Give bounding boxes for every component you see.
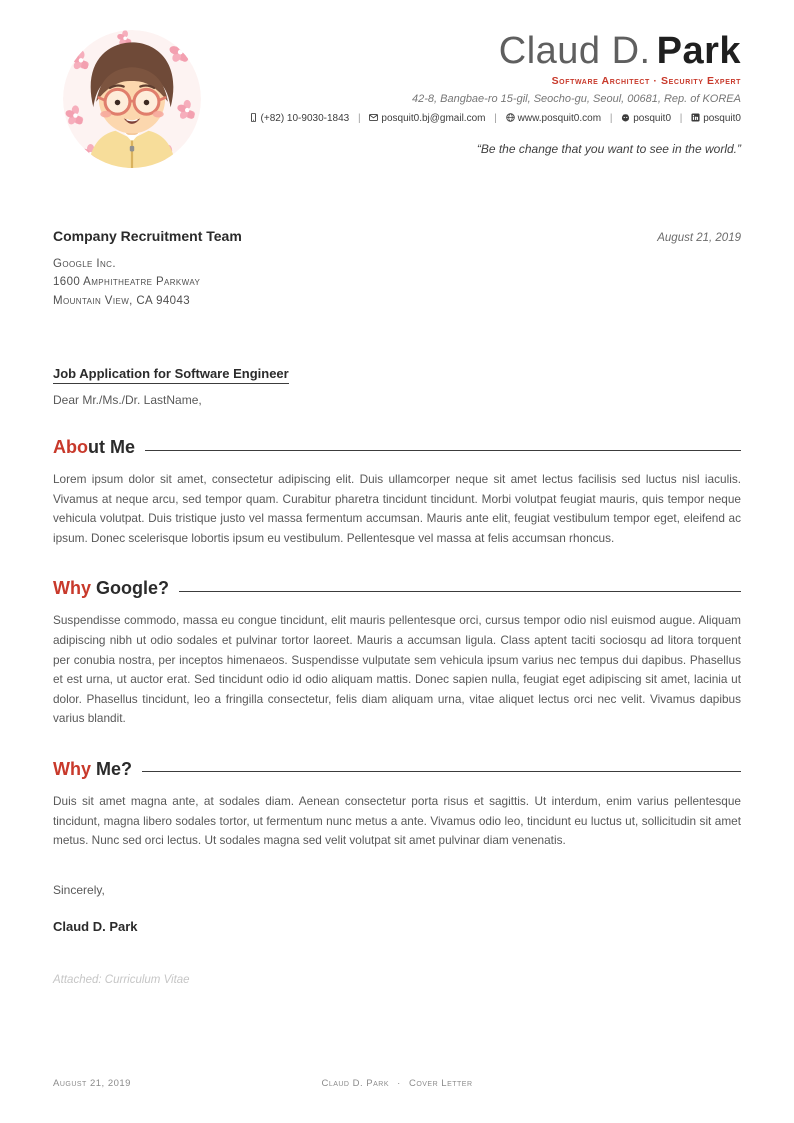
github-link[interactable] bbox=[621, 113, 671, 124]
greeting: Dear Mr./Ms./Dr. LastName, bbox=[53, 393, 202, 408]
letter-body bbox=[53, 310, 741, 986]
section-heading bbox=[53, 578, 741, 599]
email-text: posquit0.bj@gmail.com bbox=[381, 112, 486, 124]
name bbox=[201, 32, 741, 72]
section-rule bbox=[142, 771, 741, 772]
header bbox=[53, 30, 741, 180]
contact-row bbox=[201, 113, 741, 124]
contact-separator: | bbox=[679, 112, 683, 124]
section-title: Why Google? bbox=[53, 578, 169, 599]
section-why-me bbox=[53, 759, 741, 851]
section-about-me bbox=[53, 437, 741, 548]
section-heading bbox=[53, 437, 741, 458]
postal-address: 42-8, Bangbae-ro 15-gil, Seocho-gu, Seoul, 00681, Rep. of KOREA bbox=[412, 92, 741, 105]
phone-text: (+82) 10-9030-1843 bbox=[260, 112, 350, 124]
email-icon bbox=[369, 113, 378, 122]
section-title: Why Me? bbox=[53, 758, 133, 779]
recipient-row bbox=[53, 228, 741, 244]
tagline: Software Architect · Security Expert bbox=[551, 74, 741, 87]
section-rule bbox=[145, 450, 741, 451]
globe-icon bbox=[506, 113, 515, 122]
website-link[interactable] bbox=[506, 113, 601, 124]
linkedin-icon bbox=[691, 113, 700, 122]
linkedin-text: posquit0 bbox=[703, 112, 741, 124]
last-name: Park bbox=[656, 30, 741, 72]
avatar-illustration bbox=[63, 30, 201, 168]
signature: Claud D. Park bbox=[53, 918, 138, 934]
github-icon bbox=[621, 113, 630, 122]
letter-date: August 21, 2019 bbox=[657, 232, 741, 244]
contact-separator: | bbox=[494, 112, 497, 124]
footer-name: Claud D. Park bbox=[321, 1078, 389, 1089]
section-heading bbox=[53, 759, 741, 780]
footer-doc-type: Cover Letter bbox=[408, 1078, 473, 1089]
phone-icon bbox=[249, 113, 258, 122]
contact-separator: | bbox=[609, 112, 613, 124]
section-rule bbox=[179, 591, 741, 592]
recipient-team: Company Recruitment Team bbox=[53, 228, 242, 244]
recipient-block bbox=[53, 228, 741, 310]
recipient-address bbox=[53, 255, 741, 310]
email-link[interactable] bbox=[369, 113, 485, 124]
github-text: posquit0 bbox=[633, 112, 672, 124]
avatar bbox=[63, 30, 201, 168]
section-paragraph: Duis sit amet magna ante, at sodales diam. Aenean consectetur porta risus et sagittis. Ut interdum, enim varius pellentesque tincidunt, magna libero sodales tortor, ut fermentum nunc metus a ante. Vivamus odio leo, tincidunt eu luctus ut, sollicitudin sit amet metus. Nunc sed orci lectus. Ut sodales magna sed velit volutpat sit amet pulvinar diam venenatis. bbox=[53, 793, 741, 848]
contact-separator: | bbox=[358, 112, 361, 124]
recipient-address-line: Mountain View, CA 94043 bbox=[53, 294, 191, 307]
section-paragraph: Suspendisse commodo, massa eu congue tincidunt, elit mauris pellentesque orci, cursus tempor odio nisl euismod augue. Aliquam adipiscing nibh ut odio sodales et pulvinar tortor laoreet. Mauris a accumsan ligula. Class aptent taciti sociosqu ad litora torquent per conubia nostra, per inceptos himenaeos. Suspendisse vulputate sem vehicula ipsum varius nec tempus dui dapibus. Phasellus et est urna, ut auctor erat. Sed tincidunt odio id odio aliquam mattis. Donec sapien nulla, feugiat eget adipiscing sit amet, lacinia ut dolor. Phasellus tincidunt, leo a fringilla consectetur, felis diam aliquam urna, vitae aliquet lectus orci nec velit. Vivamus dapibus varius blandit. bbox=[53, 613, 741, 726]
page-footer bbox=[53, 1078, 741, 1089]
footer-center bbox=[321, 1078, 472, 1089]
footer-date: August 21, 2019 bbox=[53, 1078, 131, 1089]
closing: Sincerely, bbox=[53, 882, 105, 897]
footer-separator: · bbox=[397, 1078, 401, 1089]
phone-link[interactable] bbox=[249, 113, 350, 124]
attachment-note: Attached: Curriculum Vitae bbox=[53, 973, 190, 986]
quote: “Be the change that you want to see in the world.” bbox=[476, 141, 741, 156]
first-name: Claud D. bbox=[498, 30, 651, 72]
section-title: About Me bbox=[53, 437, 135, 458]
letter-subject: Job Application for Software Engineer bbox=[53, 366, 289, 384]
section-paragraph: Lorem ipsum dolor sit amet, consectetur adipiscing elit. Duis ullamcorper neque sit amet lectus facilisis sed luctus nisl iaculis. Vivamus at neque arcu, sed tempor quam. Curabitur pharetra tincidunt tincidunt. Morbi volutpat feugiat mauris, quis tempor neque vehicula volutpat. Duis tristique justo vel massa fermentum accumsan. Mauris ante elit, feugiat vestibulum tempor eget, eleifend ac ipsum. Donec scelerisque lobortis ipsum eu vestibulum. Pellentesque vel massa at felis accumsan rhoncus. bbox=[53, 472, 741, 545]
website-text: www.posquit0.com bbox=[517, 112, 602, 124]
recipient-address-line: Google Inc. bbox=[53, 258, 116, 270]
recipient-address-line: 1600 Amphitheatre Parkway bbox=[53, 276, 201, 289]
linkedin-link[interactable] bbox=[691, 113, 741, 124]
header-right bbox=[201, 30, 741, 156]
section-why-google bbox=[53, 578, 741, 728]
